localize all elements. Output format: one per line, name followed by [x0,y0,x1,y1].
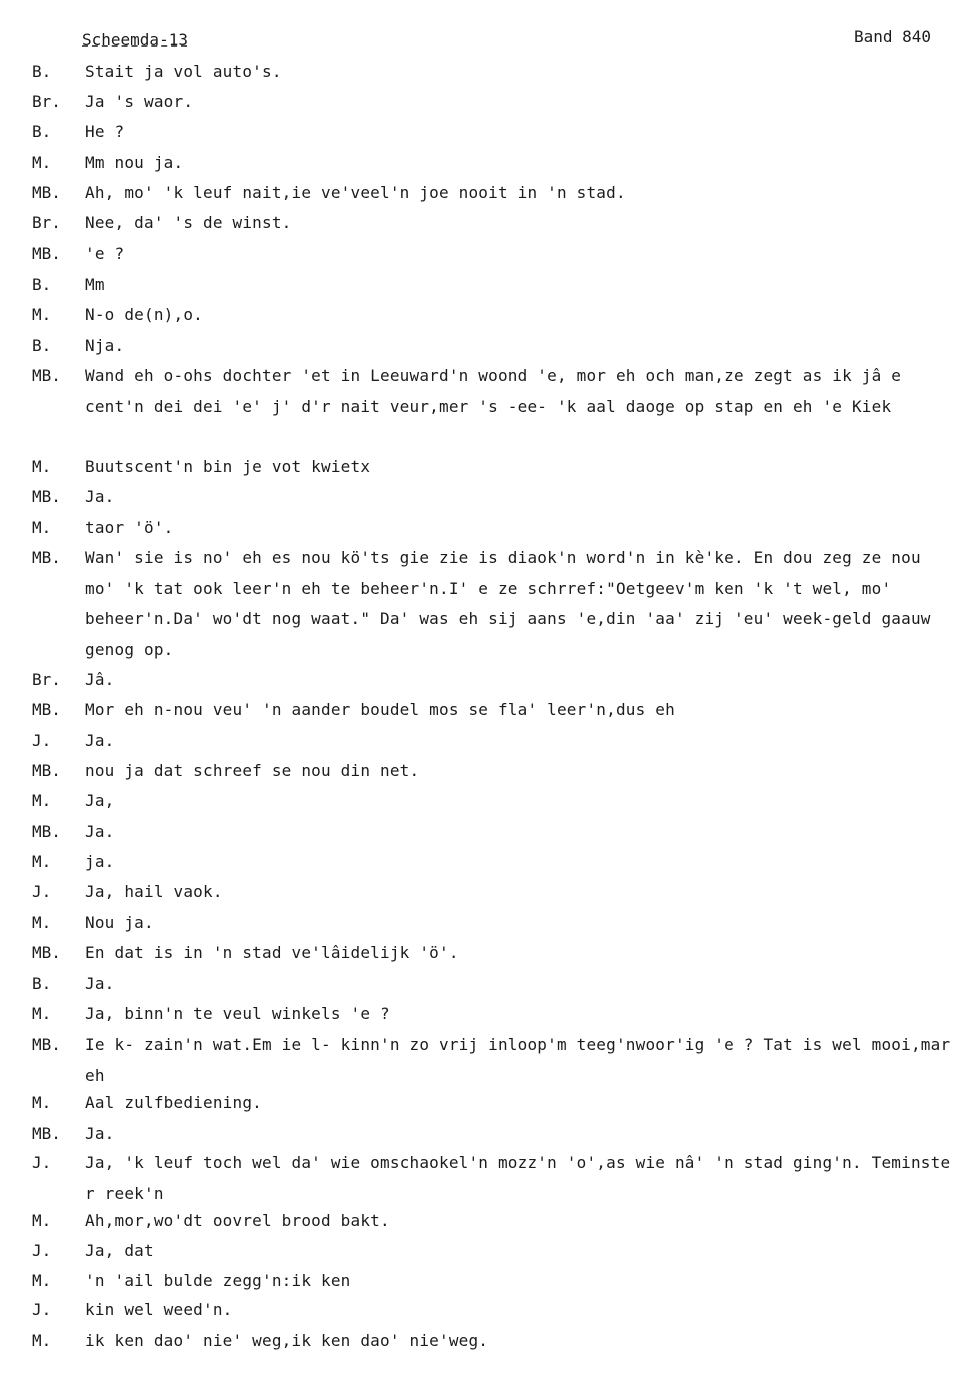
speaker-label: MB. [32,548,61,567]
utterance-text: Ja. [85,487,115,506]
utterance-text: 'n 'ail bulde zegg'n:ik ken [85,1271,351,1290]
speaker-label: MB. [32,487,61,506]
utterance-text: N-o de(n),o. [85,305,203,324]
utterance-text: Nou ja. [85,913,154,932]
utterance-text: Ja, dat [85,1241,154,1260]
speaker-label: MB. [32,1124,61,1143]
speaker-label: M. [32,913,52,932]
speaker-label: J. [32,882,52,901]
speaker-label: MB. [32,822,61,841]
speaker-label: MB. [32,183,61,202]
speaker-label: MB. [32,761,61,780]
utterance-text: Wand eh o-ohs dochter 'et in Leeuward'n woond 'e, mor eh och man,ze zegt as ik jâ e cent'n dei dei 'e' j' d'r nait veur,mer 's -ee- 'k aal daoge op stap en eh 'e Kiek [85,366,911,416]
speaker-label: M. [32,852,52,871]
utterance-text: Jâ. [85,670,115,689]
utterance-text: taor 'ö'. [85,518,174,537]
utterance-text: Stait ja vol auto's. [85,62,282,81]
utterance-text: Ja, hail vaok. [85,882,223,901]
speaker-label: B. [32,62,52,81]
utterance-text: Ie k- zain'n wat.Em ie l- kinn'n zo vrij inloop'm teeg'nwoor'ig 'e ? Tat is wel mooi,mar eh [85,1035,961,1085]
utterance-text: Ja. [85,1124,115,1143]
speaker-label: M. [32,791,52,810]
speaker-label: MB. [32,1035,61,1054]
utterance-text: Mor eh n-nou veu' 'n aander boudel mos se fla' leer'n,dus eh [85,700,675,719]
speaker-label: Br. [32,670,61,689]
utterance-text: Ja. [85,822,115,841]
utterance-text: Nee, da' 's de winst. [85,213,292,232]
utterance-text: Mm [85,275,105,294]
utterance-text: ik ken dao' nie' weg,ik ken dao' nie'weg. [85,1331,489,1350]
utterance-text: nou ja dat schreef se nou din net. [85,761,420,780]
speaker-label: B. [32,275,52,294]
speaker-label: MB. [32,244,61,263]
utterance-text: 'e ? [85,244,125,263]
page-header-right: Band 840 [853,27,931,46]
utterance-text: Ja. [85,974,115,993]
speaker-label: MB. [32,366,61,385]
utterance-text: Aal zulfbediening. [85,1093,262,1112]
speaker-label: B. [32,122,52,141]
utterance-text: En dat is in 'n stad ve'lâidelijk 'ö'. [85,943,459,962]
utterance-text: Ja 's waor. [85,92,194,111]
speaker-label: M. [32,305,52,324]
speaker-label: M. [32,1093,52,1112]
utterance-text: Nja. [85,336,125,355]
utterance-text: Ja, binn'n te veul winkels 'e ? [85,1004,390,1023]
speaker-label: M. [32,1331,52,1350]
utterance-text: Ah, mo' 'k leuf nait,ie ve'veel'n joe nooit in 'n stad. [85,183,626,202]
speaker-label: MB. [32,943,61,962]
speaker-label: M. [32,518,52,537]
speaker-label: J. [32,731,52,750]
speaker-label: B. [32,974,52,993]
utterance-text: He ? [85,122,125,141]
speaker-label: J. [32,1300,52,1319]
utterance-text: Mm nou ja. [85,153,184,172]
speaker-label: J. [32,1153,52,1172]
utterance-text: ja. [85,852,115,871]
speaker-label: M. [32,1211,52,1230]
speaker-label: M. [32,457,52,476]
utterance-text: Ja, [85,791,115,810]
utterance-text: Ah,mor,wo'dt oovrel brood bakt. [85,1211,390,1230]
speaker-label: Br. [32,92,61,111]
speaker-label: M. [32,153,52,172]
speaker-label: MB. [32,700,61,719]
speaker-label: M. [32,1004,52,1023]
utterance-text: Buutscent'n bin je vot kwietx [85,457,371,476]
speaker-label: B. [32,336,52,355]
speaker-label: M. [32,1271,52,1290]
speaker-label: J. [32,1241,52,1260]
speaker-label: Br. [32,213,61,232]
utterance-text: Ja, 'k leuf toch wel da' wie omschaokel'n mozz'n 'o',as wie nâ' 'n stad ging'n. Teminste r reek'n [85,1153,961,1203]
utterance-text: kin wel weed'n. [85,1300,233,1319]
page-header-left: Scheemda-13 [82,30,188,49]
utterance-text: Ja. [85,731,115,750]
utterance-text: Wan' sie is no' eh es nou kö'ts gie zie is diaok'n word'n in kè'ke. En dou zeg ze nou mo' 'k tat ook leer'n eh te beheer'n.I' e ze schrref:"Oetgeev'm ken 'k 't wel, mo' beheer'n.Da' wo'dt nog waat." Da' was eh sij aans 'e,din 'aa' zij 'eu' week-geld gaauw genog op. [85,548,941,659]
